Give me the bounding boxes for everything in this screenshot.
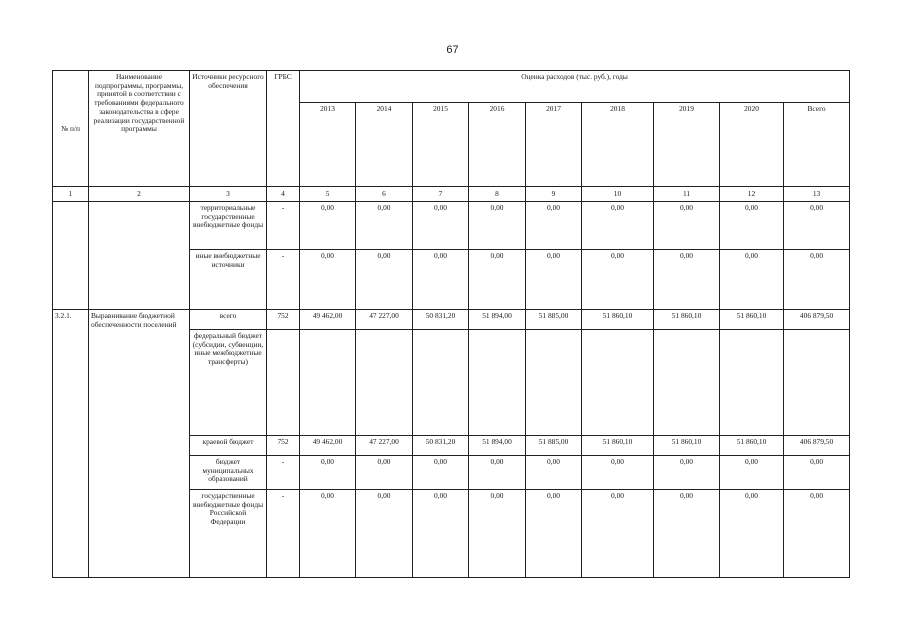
- value-cell: 0,00: [413, 202, 469, 250]
- value-cell: 0,00: [469, 202, 526, 250]
- value-cell: 47 227,00: [356, 436, 413, 456]
- row-grbs: 752: [267, 310, 300, 330]
- value-cell: 0,00: [469, 490, 526, 578]
- value-cell: 0,00: [356, 202, 413, 250]
- value-cell: 51 860,10: [582, 310, 654, 330]
- value-cell: [526, 330, 582, 436]
- index-cell: 2: [89, 187, 190, 202]
- value-cell: 0,00: [582, 490, 654, 578]
- index-cell: 11: [654, 187, 720, 202]
- row-source: бюджет муниципальных образований: [190, 456, 267, 490]
- index-cell: 8: [469, 187, 526, 202]
- value-cell: 0,00: [784, 456, 850, 490]
- index-cell: 6: [356, 187, 413, 202]
- row-source: территориальные государственные внебюджетные фонды: [190, 202, 267, 250]
- value-cell: 50 831,20: [413, 310, 469, 330]
- value-cell: 0,00: [300, 456, 356, 490]
- row-name: Выравнивание бюджетной обеспеченности поселений: [89, 310, 190, 578]
- row-source: всего: [190, 310, 267, 330]
- value-cell: [300, 330, 356, 436]
- value-cell: 0,00: [784, 490, 850, 578]
- index-cell: 7: [413, 187, 469, 202]
- value-cell: 51 860,10: [654, 436, 720, 456]
- value-cell: 51 860,10: [654, 310, 720, 330]
- value-cell: 406 879,50: [784, 436, 850, 456]
- value-cell: 0,00: [356, 456, 413, 490]
- value-cell: 0,00: [654, 250, 720, 310]
- year-header: 2020: [720, 103, 784, 187]
- header-row-1: [53, 71, 850, 103]
- index-cell: 1: [53, 187, 89, 202]
- year-header: 2015: [413, 103, 469, 187]
- value-cell: 50 831,20: [413, 436, 469, 456]
- row-no: 3.2.1.: [53, 310, 89, 578]
- value-cell: 0,00: [469, 250, 526, 310]
- index-cell: 5: [300, 187, 356, 202]
- year-header: 2017: [526, 103, 582, 187]
- value-cell: 0,00: [526, 490, 582, 578]
- value-cell: [784, 330, 850, 436]
- value-cell: 0,00: [526, 250, 582, 310]
- row-grbs: -: [267, 250, 300, 310]
- value-cell: 0,00: [654, 490, 720, 578]
- row-grbs: -: [267, 202, 300, 250]
- year-header: Всего: [784, 103, 850, 187]
- year-header: 2018: [582, 103, 654, 187]
- row-source: иные внебюджетные источники: [190, 250, 267, 310]
- page-number: 67: [446, 44, 459, 56]
- header-name: Наименование подпрограммы, программы, принятой в соответствии с требованиями федерального законодательства в сфере реализации государственной программы: [89, 71, 190, 187]
- value-cell: 0,00: [300, 490, 356, 578]
- year-header: 2016: [469, 103, 526, 187]
- budget-table: [52, 70, 850, 578]
- index-row: [53, 187, 850, 202]
- value-cell: 0,00: [720, 490, 784, 578]
- value-cell: 0,00: [300, 250, 356, 310]
- table-row: [53, 310, 850, 330]
- index-cell: 13: [784, 187, 850, 202]
- value-cell: [720, 330, 784, 436]
- value-cell: 0,00: [300, 202, 356, 250]
- value-cell: 51 860,10: [720, 310, 784, 330]
- value-cell: 0,00: [356, 250, 413, 310]
- table-row: [53, 202, 850, 250]
- value-cell: [582, 330, 654, 436]
- value-cell: 0,00: [526, 456, 582, 490]
- row-grbs: 752: [267, 436, 300, 456]
- value-cell: 51 860,10: [582, 436, 654, 456]
- index-cell: 3: [190, 187, 267, 202]
- header-source: Источники ресурсного обеспечения: [190, 71, 267, 187]
- header-grbs: ГРБС: [267, 71, 300, 187]
- value-cell: 0,00: [784, 250, 850, 310]
- value-cell: 0,00: [469, 456, 526, 490]
- index-cell: 9: [526, 187, 582, 202]
- value-cell: 49 462,00: [300, 436, 356, 456]
- value-cell: 0,00: [720, 250, 784, 310]
- value-cell: 0,00: [582, 202, 654, 250]
- value-cell: [356, 330, 413, 436]
- value-cell: 0,00: [413, 490, 469, 578]
- value-cell: 0,00: [356, 490, 413, 578]
- value-cell: 0,00: [720, 202, 784, 250]
- value-cell: 0,00: [654, 202, 720, 250]
- value-cell: 51 885,00: [526, 436, 582, 456]
- header-estimate: Оценка расходов (тыс. руб.), годы: [300, 71, 850, 103]
- value-cell: 406 879,50: [784, 310, 850, 330]
- value-cell: 0,00: [526, 202, 582, 250]
- value-cell: 0,00: [413, 456, 469, 490]
- value-cell: 0,00: [582, 250, 654, 310]
- row-name: [89, 202, 190, 310]
- value-cell: 0,00: [784, 202, 850, 250]
- index-cell: 10: [582, 187, 654, 202]
- value-cell: [654, 330, 720, 436]
- header-no: № п/п: [53, 71, 89, 187]
- value-cell: 47 227,00: [356, 310, 413, 330]
- row-source: государственные внебюджетные фонды Российской Федерации: [190, 490, 267, 578]
- row-source: краевой бюджет: [190, 436, 267, 456]
- year-header: 2014: [356, 103, 413, 187]
- index-cell: 12: [720, 187, 784, 202]
- year-header: 2019: [654, 103, 720, 187]
- row-grbs: -: [267, 456, 300, 490]
- value-cell: [413, 330, 469, 436]
- index-cell: 4: [267, 187, 300, 202]
- value-cell: 0,00: [413, 250, 469, 310]
- value-cell: 51 860,10: [720, 436, 784, 456]
- value-cell: 0,00: [720, 456, 784, 490]
- value-cell: [469, 330, 526, 436]
- value-cell: 0,00: [654, 456, 720, 490]
- row-source: федеральный бюджет (субсидии, субвенции, иные межбюджетные трансферты): [190, 330, 267, 436]
- row-grbs: -: [267, 490, 300, 578]
- year-header: 2013: [300, 103, 356, 187]
- value-cell: 51 885,00: [526, 310, 582, 330]
- row-grbs: [267, 330, 300, 436]
- row-no: [53, 202, 89, 310]
- value-cell: 0,00: [582, 456, 654, 490]
- value-cell: 51 894,00: [469, 436, 526, 456]
- value-cell: 51 894,00: [469, 310, 526, 330]
- value-cell: 49 462,00: [300, 310, 356, 330]
